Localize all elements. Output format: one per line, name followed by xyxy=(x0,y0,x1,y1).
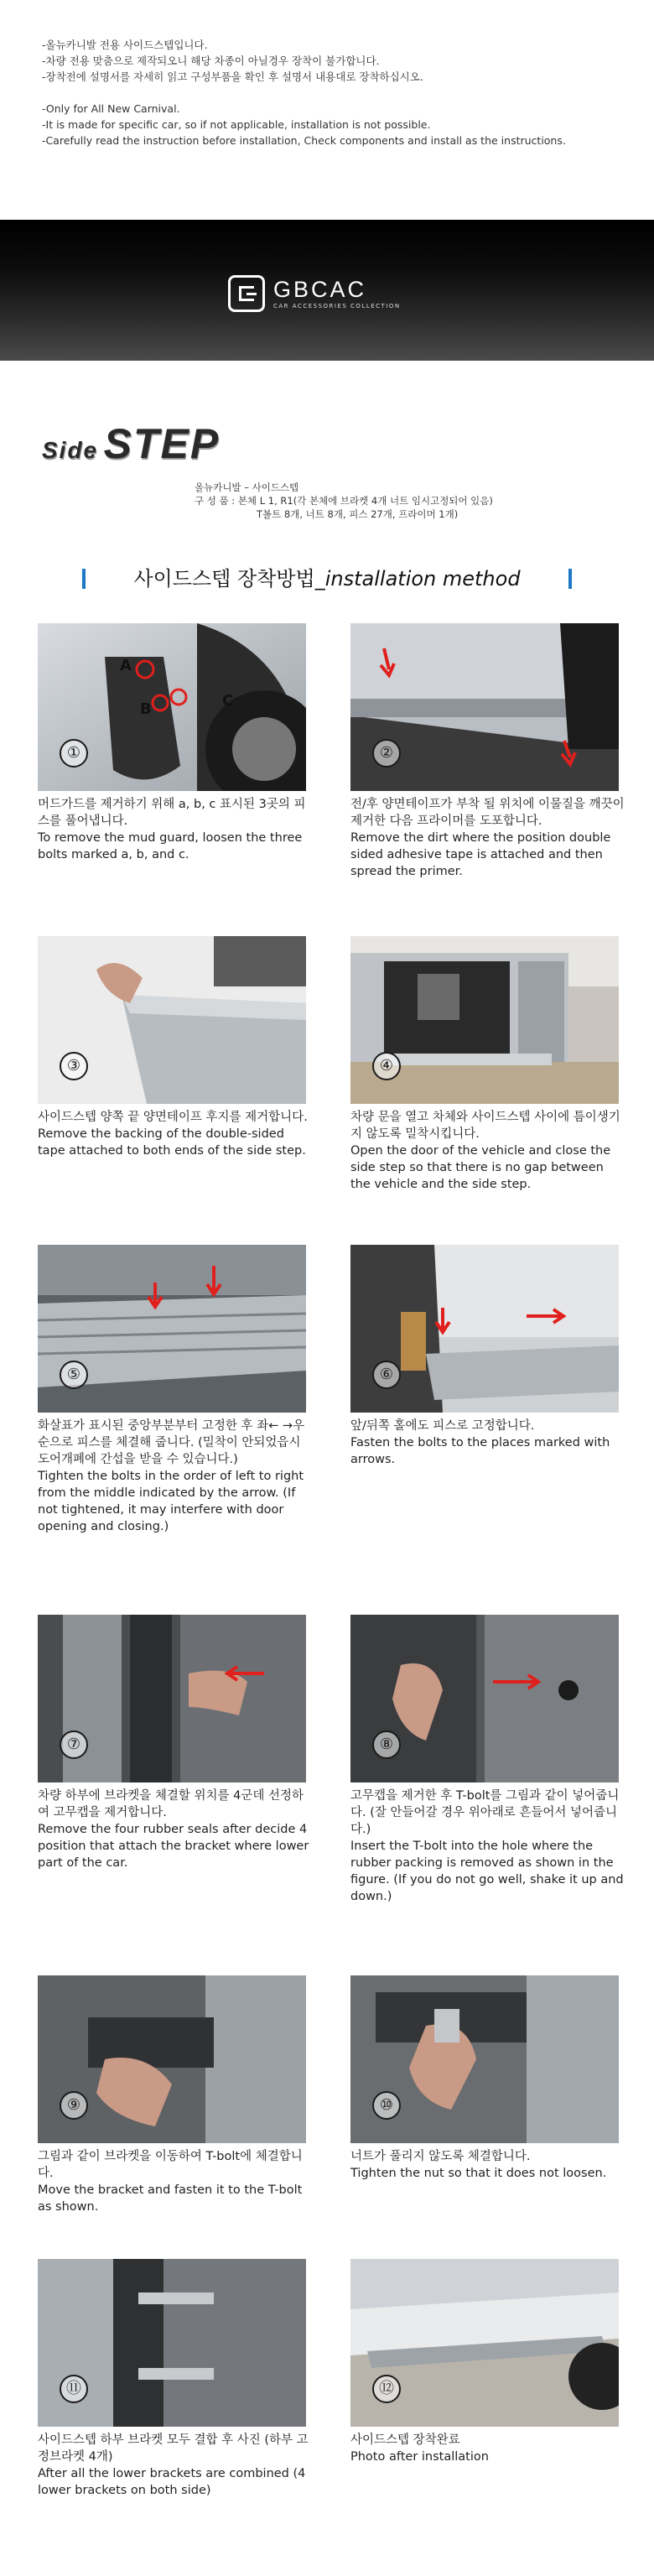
step-text-en: Remove the backing of the double-sided tape attached to both ends of the side step. xyxy=(38,1127,306,1158)
section-title xyxy=(77,562,577,591)
step-text-en: After all the lower brackets are combined (4 lower brackets on both side) xyxy=(38,2467,306,2497)
step-text-ko: 전/후 양면테이프가 부착 될 위치에 이물질을 깨끗이 제거한 다음 프라이머를 도포합니다. xyxy=(350,798,625,828)
step-description xyxy=(38,1109,314,1159)
step-number: ④ xyxy=(372,1052,401,1080)
step-description xyxy=(38,1788,314,1871)
notice-en-line: -It is made for specific car, so if not applicable, installation is not possible. xyxy=(42,118,431,131)
step-text-en: Tighten the bolts in the order of left to right from the middle indicated by the arrow. (If not tightened, it may interfere with door opening and closing.) xyxy=(38,1470,304,1533)
step-number: ⑪ xyxy=(60,2375,88,2403)
notice-ko-line: -장착전에 설명서를 자세히 읽고 구성부품을 확인 후 설명서 내용대로 장착하십시오. xyxy=(42,70,423,83)
step-number: ⑦ xyxy=(60,1730,88,1759)
step-text-en: Open the door of the vehicle and close the side step so that there is no gap between the vehicle and the side step. xyxy=(350,1144,611,1191)
step-text-ko: 사이드스텝 하부 브라켓 모두 결합 후 사진 (하부 고정브라켓 4개) xyxy=(38,2433,309,2464)
notice-ko-line: -차량 전용 맞춤으로 제작되오니 해당 차종이 아닐경우 장착이 불가합니다. xyxy=(42,55,380,67)
marker-label-b: B xyxy=(140,700,152,718)
step-text-ko: 차량 하부에 브라켓을 체결할 위치를 4군데 선정하여 고무캡을 제거합니다. xyxy=(38,1789,304,1819)
notice-en-line: -Only for All New Carnival. xyxy=(42,102,180,115)
brand-logo xyxy=(228,275,401,312)
marker-label-a: A xyxy=(120,657,132,674)
product-name: 올뉴카니발 – 사이드스텝 xyxy=(195,481,299,493)
product-info xyxy=(195,481,493,521)
step-number: ② xyxy=(372,739,401,768)
step-text-en: Fasten the bolts to the places marked with arrows. xyxy=(350,1436,610,1466)
step-text-en: To remove the mud guard, loosen the three bolts marked a, b, and c. xyxy=(38,831,303,861)
step-text-ko: 머드가드를 제거하기 위해 a, b, c 표시된 3곳의 피스를 풀어냅니다. xyxy=(38,798,306,828)
step-number: ⑤ xyxy=(60,1361,88,1389)
step-text-en: Photo after installation xyxy=(350,2450,489,2464)
step-text-ko: 사이드스텝 양쪽 끝 양면테이프 후지를 제거합니다. xyxy=(38,1111,308,1124)
title-bar-right xyxy=(568,569,572,589)
step-text-ko: 너트가 풀리지 않도록 체결합니다. xyxy=(350,2150,531,2163)
components-line: 구 성 품 : 본체 L 1, R1(각 본체에 브라켓 4개 너트 임시고정되어 있음) xyxy=(195,495,493,507)
step-description xyxy=(350,1788,627,1905)
notice-ko-line: -올뉴카니발 전용 사이드스텝입니다. xyxy=(42,39,208,51)
notice-block xyxy=(42,37,566,148)
step-text-ko: 화살표가 표시된 중앙부분부터 고정한 후 좌← →우 순으로 피스를 체결해 줍니다. (밀착이 안되었읍시 도어개폐에 간섭을 받을 수 있습니다.) xyxy=(38,1419,305,1466)
step-text-en: Remove the four rubber seals after decide 4 position that attach the bracket where lower part of the car. xyxy=(38,1823,309,1870)
brand-tagline: CAR ACCESSORIES COLLECTION xyxy=(273,303,401,310)
step-number: ⑫ xyxy=(372,2375,401,2403)
step-text-ko: 고무캡을 제거한 후 T-bolt를 그림과 같이 넣어줍니다. (잘 안들어갈 경우 위아래로 흔들어서 넣어줍니다.) xyxy=(350,1789,620,1836)
step-description xyxy=(38,2432,314,2499)
step-description xyxy=(38,796,314,863)
step-text-ko: 차량 문을 열고 차체와 사이드스텝 사이에 틈이생기지 않도록 밀착시킵니다. xyxy=(350,1111,620,1141)
step-description xyxy=(350,796,627,880)
components-line: T볼트 8개, 너트 8개, 피스 27개, 프라이머 1개) xyxy=(257,508,459,520)
step-description xyxy=(350,1418,627,1468)
step-text-ko: 앞/뒤쪽 홀에도 피스로 고정합니다. xyxy=(350,1419,535,1433)
product-title-first: Side xyxy=(42,437,99,463)
step-number: ③ xyxy=(60,1052,88,1080)
title-bar-left xyxy=(82,569,86,589)
step-text-ko: 사이드스텝 장착완료 xyxy=(350,2433,460,2447)
step-description xyxy=(350,2148,627,2182)
brand-name: GBCAC xyxy=(273,277,367,302)
step-text-en: Remove the dirt where the position double sided adhesive tape is attached and then spread the primer. xyxy=(350,831,611,878)
step-number: ⑥ xyxy=(372,1361,401,1389)
brand-logo-icon xyxy=(228,275,265,312)
step-description xyxy=(350,1109,627,1193)
step-text-en: Tighten the nut so that it does not loosen. xyxy=(350,2167,607,2180)
step-description xyxy=(38,1418,314,1535)
section-title-en: installation method xyxy=(324,567,521,591)
step-text-en: Move the bracket and fasten it to the T-bolt as shown. xyxy=(38,2183,303,2214)
step-text-en: Insert the T-bolt into the hole where the rubber packing is removed as shown in the figure. (If you do not go well, shake it up and down.) xyxy=(350,1840,624,1903)
product-title-second: STEP xyxy=(103,420,221,467)
step-number: ⑧ xyxy=(372,1730,401,1759)
product-title xyxy=(42,419,220,468)
step-number: ⑩ xyxy=(372,2091,401,2120)
step-description xyxy=(38,2148,314,2215)
step-number: ⑨ xyxy=(60,2091,88,2120)
step-text-ko: 그림과 같이 브라켓을 이동하여 T-bolt에 체결합니다. xyxy=(38,2150,303,2180)
notice-en-line: -Carefully read the instruction before installation, Check components and install as the instructions. xyxy=(42,134,566,147)
marker-label-c: C xyxy=(222,692,234,710)
brand-banner xyxy=(0,220,654,361)
step-description xyxy=(350,2432,627,2465)
section-title-ko: 사이드스텝 장착방법_ xyxy=(133,567,325,591)
step-number: ① xyxy=(60,739,88,768)
